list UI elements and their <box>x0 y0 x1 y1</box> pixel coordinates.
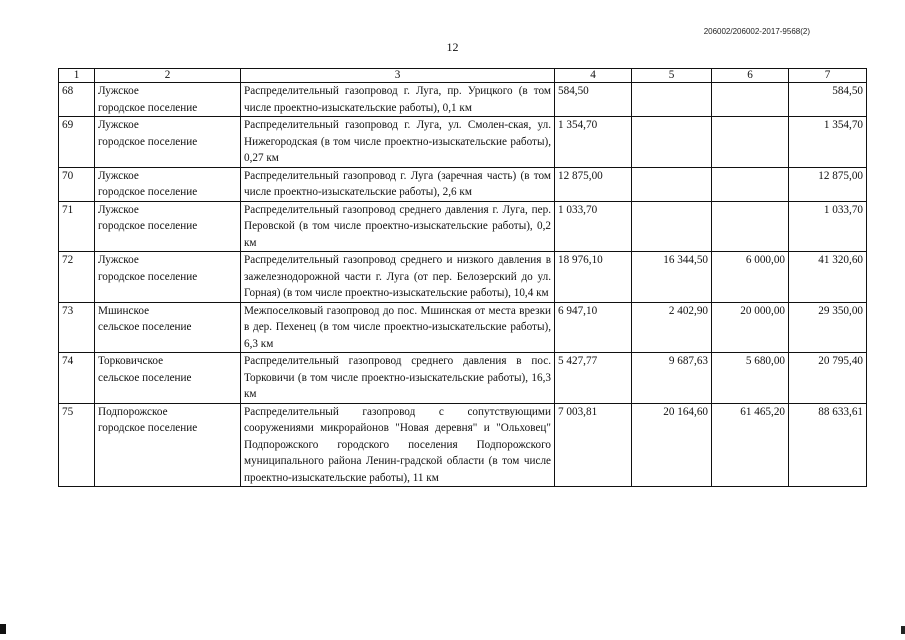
municipality-name: Лужское <box>98 85 139 97</box>
value-col6: 6 000,00 <box>712 252 789 303</box>
column-header: 5 <box>632 69 712 83</box>
description-cell: Распределительный газопровод среднего давления в пос. Торковичи (в том числе проектно-изыскательские работы), 16,3 км <box>241 353 555 404</box>
municipality-cell <box>95 403 241 487</box>
description-cell: Межпоселковый газопровод до пос. Мшинская от места врезки в дер. Пехенец (в том числе проектно-изыскательские работы), 6,3 км <box>241 302 555 353</box>
value-col7: 1 033,70 <box>789 201 867 252</box>
municipality-type: сельское поселение <box>98 321 192 333</box>
municipality-cell <box>95 302 241 353</box>
column-header: 7 <box>789 69 867 83</box>
document-id: 206002/206002-2017-9568(2) <box>703 27 810 36</box>
value-col4: 584,50 <box>555 83 632 117</box>
value-col6 <box>712 83 789 117</box>
municipality-name: Лужское <box>98 203 139 216</box>
value-col5 <box>632 167 712 201</box>
row-number: 73 <box>59 302 95 353</box>
table-body <box>59 83 867 487</box>
row-number: 70 <box>59 167 95 201</box>
value-col4: 18 976,10 <box>555 252 632 303</box>
column-header: 6 <box>712 69 789 83</box>
header-row <box>59 69 867 83</box>
municipality-cell <box>95 252 241 303</box>
municipality-type: городское поселение <box>98 186 198 198</box>
column-header: 1 <box>59 69 95 83</box>
description-cell: Распределительный газопровод среднего давления г. Луга, пер. Перовской (в том числе проектно-изыскательские работы), 0,2 км <box>241 201 555 252</box>
value-col7: 1 354,70 <box>789 117 867 168</box>
value-col7: 12 875,00 <box>789 167 867 201</box>
row-number: 69 <box>59 117 95 168</box>
scan-edge-mark <box>0 624 6 634</box>
table-row <box>59 302 867 353</box>
value-col6 <box>712 117 789 168</box>
value-col5 <box>632 117 712 168</box>
row-number: 71 <box>59 201 95 252</box>
table-row <box>59 83 867 117</box>
table-row <box>59 167 867 201</box>
value-col7: 41 320,60 <box>789 252 867 303</box>
value-col4: 6 947,10 <box>555 302 632 353</box>
value-col4: 7 003,81 <box>555 403 632 487</box>
municipality-type: городское поселение <box>98 135 198 148</box>
column-header: 3 <box>241 69 555 83</box>
description-cell: Распределительный газопровод среднего и низкого давления в зажелезнодорожной части г. Луга (от пер. Белозерский до ул. Горная) (в том числе проектно-изыскательские работы), 10,4 км <box>241 252 555 303</box>
page-number: 12 <box>446 40 459 54</box>
value-col6: 61 465,20 <box>712 403 789 487</box>
row-number: 72 <box>59 252 95 303</box>
table-row <box>59 353 867 404</box>
municipality-name: Подпорожское <box>98 405 168 418</box>
table-header <box>59 69 867 83</box>
row-number: 68 <box>59 83 95 117</box>
municipality-type: городское поселение <box>98 101 198 114</box>
municipality-cell <box>95 117 241 168</box>
value-col7: 584,50 <box>789 83 867 117</box>
municipality-name: Мшинское <box>98 304 150 317</box>
description-cell: Распределительный газопровод г. Луга (заречная часть) (в том числе проектно-изыскательские работы), 2,6 км <box>241 167 555 201</box>
municipality-cell <box>95 83 241 117</box>
column-header: 4 <box>555 69 632 83</box>
municipality-name: Лужское <box>98 254 139 266</box>
value-col5: 16 344,50 <box>632 252 712 303</box>
value-col5: 9 687,63 <box>632 353 712 404</box>
value-col4: 12 875,00 <box>555 167 632 201</box>
municipality-type: городское поселение <box>98 220 198 232</box>
value-col4: 1 354,70 <box>555 117 632 168</box>
municipality-name: Лужское <box>98 119 139 131</box>
value-col6: 20 000,00 <box>712 302 789 353</box>
table-row <box>59 252 867 303</box>
value-col7: 20 795,40 <box>789 353 867 404</box>
value-col4: 5 427,77 <box>555 353 632 404</box>
table-row <box>59 117 867 168</box>
gas-pipeline-table <box>58 68 867 487</box>
value-col7: 29 350,00 <box>789 302 867 353</box>
municipality-cell <box>95 167 241 201</box>
value-col6 <box>712 167 789 201</box>
row-number: 74 <box>59 353 95 404</box>
value-col5: 20 164,60 <box>632 403 712 487</box>
value-col6: 5 680,00 <box>712 353 789 404</box>
value-col6 <box>712 201 789 252</box>
table-row <box>59 201 867 252</box>
scan-edge-mark <box>901 626 905 634</box>
description-cell: Распределительный газопровод с сопутствующими сооружениями микрорайонов "Новая деревня" и "Ольховец" Подпорожского городского поселения Подпорожского муниципального района Ленин-градской области (в том числе проектно-изыскательские работы), 11 км <box>241 403 555 487</box>
municipality-type: городское поселение <box>98 422 198 434</box>
value-col7: 88 633,61 <box>789 403 867 487</box>
municipality-name: Торковичское <box>98 355 164 367</box>
column-header: 2 <box>95 69 241 83</box>
municipality-type: сельское поселение <box>98 371 192 384</box>
row-number: 75 <box>59 403 95 487</box>
municipality-cell <box>95 353 241 404</box>
value-col4: 1 033,70 <box>555 201 632 252</box>
table-row <box>59 403 867 487</box>
municipality-name: Лужское <box>98 169 139 182</box>
value-col5 <box>632 83 712 117</box>
value-col5: 2 402,90 <box>632 302 712 353</box>
value-col5 <box>632 201 712 252</box>
municipality-type: городское поселение <box>98 270 198 283</box>
description-cell: Распределительный газопровод г. Луга, пр. Урицкого (в том числе проектно-изыскательские работы), 0,1 км <box>241 83 555 117</box>
municipality-cell <box>95 201 241 252</box>
description-cell: Распределительный газопровод г. Луга, ул. Смолен-ская, ул. Нижегородская (в том числе проектно-изыскательские работы), 0,27 км <box>241 117 555 168</box>
